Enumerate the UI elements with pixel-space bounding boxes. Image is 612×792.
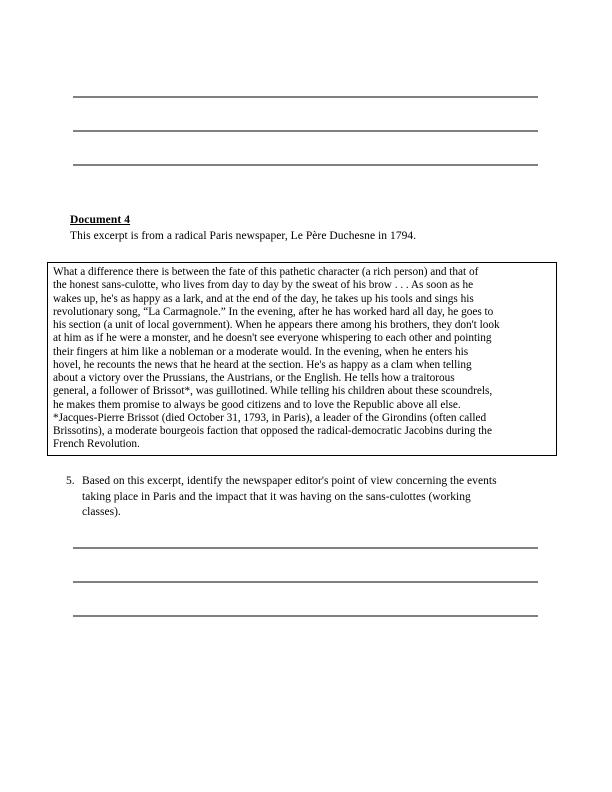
excerpt-line: revolutionary song, “La Carmagnole.” In the evening, after he has worked hard all day, he goes to bbox=[53, 305, 494, 318]
excerpt-line: the honest sans-culotte, who lives from day to day by the sweat of his brow . . . As soon as he bbox=[53, 279, 474, 292]
excerpt-line: about a victory over the Prussians, the Austrians, or the English. He tells how a traitorous bbox=[53, 372, 455, 384]
excerpt-box bbox=[47, 262, 557, 456]
excerpt-text bbox=[48, 263, 556, 452]
question-item bbox=[66, 474, 556, 521]
excerpt-line: he makes them promise to always be good citizens and to love the Republic above all else. bbox=[53, 398, 461, 411]
excerpt-line: general, a follower of Brissot*, was guillotined. While telling his children about these scoundrels, bbox=[53, 385, 493, 398]
answer-line[interactable] bbox=[73, 96, 538, 98]
excerpt-line: hovel, he recounts the news that he heard at the section. He's as happy as a clam when telling bbox=[53, 358, 472, 371]
excerpt-line: What a difference there is between the fate of this pathetic character (a rich person) and that of bbox=[53, 266, 479, 278]
excerpt-line: wakes up, he's as happy as a lark, and at the end of the day, he takes up his tools and sings his bbox=[53, 292, 474, 305]
document-source-note: This excerpt is from a radical Paris newspaper, Le Père Duchesne in 1794. bbox=[70, 230, 417, 242]
answer-line[interactable] bbox=[73, 547, 538, 549]
document-heading-block bbox=[70, 213, 550, 244]
question-text bbox=[82, 474, 556, 521]
question-line: taking place in Paris and the impact that it was having on the sans-culottes (working bbox=[82, 490, 471, 503]
excerpt-footnote-line: French Revolution. bbox=[53, 438, 140, 451]
excerpt-line: his section (a unit of local government). When he appears there among his brothers, they don't look bbox=[53, 319, 500, 331]
answer-line[interactable] bbox=[73, 615, 538, 617]
answer-line[interactable] bbox=[73, 130, 538, 132]
excerpt-footnote-line: *Jacques-Pierre Brissot (died October 31, 1793, in Paris), a leader of the Girondins (often called bbox=[53, 411, 487, 424]
excerpt-line: at him as if he were a monster, and he doesn't see everyone whispering to each other and pointing bbox=[53, 332, 492, 345]
excerpt-footnote-line: Brissotins), a moderate bourgeois faction that opposed the radical-democratic Jacobins during the bbox=[53, 425, 492, 437]
document-title: Document 4 bbox=[70, 214, 131, 226]
answer-lines-bottom bbox=[73, 547, 538, 617]
question-line: classes). bbox=[82, 506, 121, 518]
answer-line[interactable] bbox=[73, 164, 538, 166]
question-number: 5. bbox=[66, 475, 75, 487]
answer-lines-top bbox=[73, 96, 538, 166]
excerpt-line: their fingers at him like a nobleman or a moderate would. In the evening, when he enters his bbox=[53, 345, 469, 358]
answer-line[interactable] bbox=[73, 581, 538, 583]
question-line: Based on this excerpt, identify the newspaper editor's point of view concerning the events bbox=[82, 475, 497, 487]
